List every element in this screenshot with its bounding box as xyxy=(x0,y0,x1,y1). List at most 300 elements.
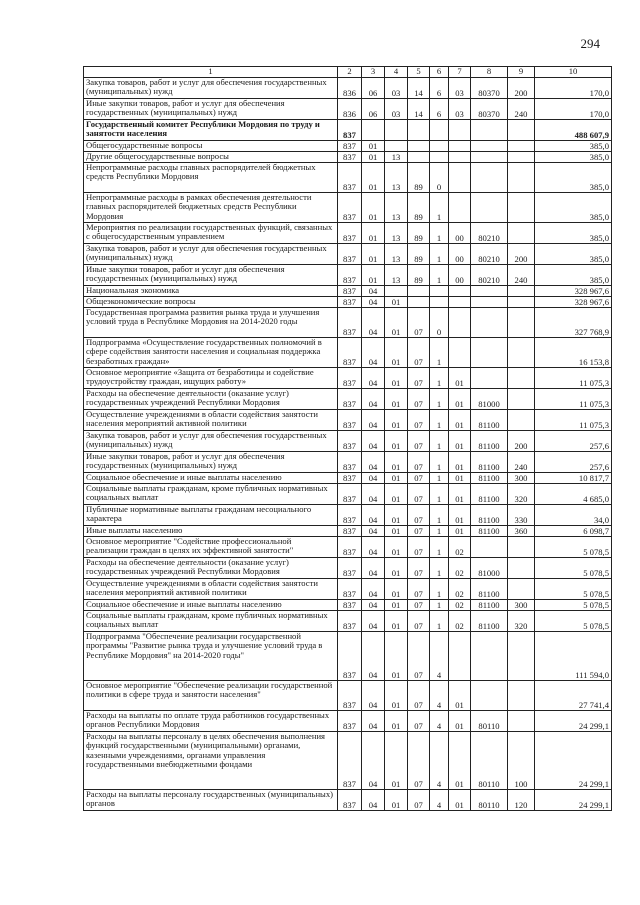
header-cell: 8 xyxy=(471,67,508,78)
code-cell: 837 xyxy=(338,141,362,152)
code-cell: 836 xyxy=(338,78,362,99)
code-cell: 837 xyxy=(338,368,362,389)
amount-cell: 5 078,5 xyxy=(535,558,612,579)
code-cell: 01 xyxy=(385,681,408,711)
code-cell xyxy=(408,286,430,297)
code-cell: 1 xyxy=(430,338,449,368)
code-cell: 0 xyxy=(430,308,449,338)
code-cell: 837 xyxy=(338,711,362,732)
code-cell: 07 xyxy=(408,452,430,473)
code-cell: 01 xyxy=(362,141,385,152)
row-name: Закупка товаров, работ и услуг для обеспечения государственных (муниципальных) нужд xyxy=(84,431,338,452)
code-cell: 80370 xyxy=(471,99,508,120)
row-name: Осуществление учреждениями в области содействия занятости населения мероприятий активной политики xyxy=(84,579,338,600)
code-cell xyxy=(408,141,430,152)
code-cell: 04 xyxy=(362,452,385,473)
code-cell: 837 xyxy=(338,244,362,265)
code-cell: 837 xyxy=(338,389,362,410)
code-cell: 837 xyxy=(338,526,362,537)
code-cell xyxy=(449,193,471,223)
amount-cell: 5 078,5 xyxy=(535,537,612,558)
code-cell: 04 xyxy=(362,368,385,389)
code-cell: 04 xyxy=(362,410,385,431)
code-cell: 837 xyxy=(338,732,362,790)
code-cell: 07 xyxy=(408,711,430,732)
code-cell xyxy=(430,286,449,297)
amount-cell: 488 607,9 xyxy=(535,120,612,141)
code-cell: 01 xyxy=(449,484,471,505)
table-header-row xyxy=(84,67,612,78)
amount-cell: 385,0 xyxy=(535,244,612,265)
code-cell xyxy=(449,141,471,152)
code-cell xyxy=(508,297,535,308)
code-cell xyxy=(471,297,508,308)
table-row xyxy=(84,505,612,526)
code-cell: 80110 xyxy=(471,732,508,790)
code-cell xyxy=(508,368,535,389)
code-cell: 837 xyxy=(338,558,362,579)
code-cell: 1 xyxy=(430,389,449,410)
amount-cell: 24 299,1 xyxy=(535,711,612,732)
code-cell xyxy=(471,120,508,141)
code-cell: 01 xyxy=(385,711,408,732)
table-row xyxy=(84,78,612,99)
code-cell xyxy=(508,308,535,338)
code-cell: 01 xyxy=(449,368,471,389)
code-cell: 6 xyxy=(430,99,449,120)
amount-cell: 16 153,8 xyxy=(535,338,612,368)
code-cell xyxy=(430,120,449,141)
code-cell: 837 xyxy=(338,163,362,193)
code-cell: 07 xyxy=(408,526,430,537)
code-cell: 837 xyxy=(338,308,362,338)
code-cell: 837 xyxy=(338,297,362,308)
amount-cell: 5 078,5 xyxy=(535,600,612,611)
table-body xyxy=(84,78,612,811)
code-cell xyxy=(508,193,535,223)
code-cell xyxy=(471,308,508,338)
code-cell: 1 xyxy=(430,193,449,223)
code-cell: 07 xyxy=(408,537,430,558)
code-cell: 837 xyxy=(338,338,362,368)
code-cell: 01 xyxy=(449,681,471,711)
code-cell: 04 xyxy=(362,338,385,368)
code-cell: 837 xyxy=(338,193,362,223)
code-cell: 04 xyxy=(362,711,385,732)
code-cell: 4 xyxy=(430,790,449,811)
code-cell xyxy=(508,141,535,152)
code-cell: 02 xyxy=(449,558,471,579)
code-cell: 01 xyxy=(385,389,408,410)
amount-cell: 385,0 xyxy=(535,193,612,223)
row-name: Непрограммные расходы в рамках обеспечения деятельности главных распорядителей бюджетных средств Республики Мордовия xyxy=(84,193,338,223)
code-cell xyxy=(408,297,430,308)
code-cell: 01 xyxy=(385,308,408,338)
amount-cell: 257,6 xyxy=(535,431,612,452)
code-cell: 07 xyxy=(408,473,430,484)
code-cell: 03 xyxy=(385,99,408,120)
table-row xyxy=(84,711,612,732)
code-cell: 06 xyxy=(362,99,385,120)
code-cell xyxy=(408,152,430,163)
code-cell: 01 xyxy=(385,790,408,811)
code-cell: 07 xyxy=(408,368,430,389)
code-cell: 01 xyxy=(449,452,471,473)
code-cell xyxy=(449,152,471,163)
header-cell: 7 xyxy=(449,67,471,78)
code-cell: 81000 xyxy=(471,558,508,579)
code-cell: 01 xyxy=(385,526,408,537)
code-cell: 80210 xyxy=(471,244,508,265)
code-cell xyxy=(508,410,535,431)
code-cell: 07 xyxy=(408,600,430,611)
code-cell: 07 xyxy=(408,790,430,811)
row-name: Иные закупки товаров, работ и услуг для обеспечения государственных (муниципальных) нужд xyxy=(84,265,338,286)
code-cell: 07 xyxy=(408,389,430,410)
code-cell: 360 xyxy=(508,526,535,537)
table-row xyxy=(84,223,612,244)
amount-cell: 385,0 xyxy=(535,141,612,152)
code-cell: 81100 xyxy=(471,600,508,611)
code-cell xyxy=(471,338,508,368)
code-cell: 1 xyxy=(430,244,449,265)
code-cell: 837 xyxy=(338,484,362,505)
amount-cell: 24 299,1 xyxy=(535,790,612,811)
code-cell: 837 xyxy=(338,152,362,163)
amount-cell: 10 817,7 xyxy=(535,473,612,484)
code-cell xyxy=(508,711,535,732)
code-cell: 07 xyxy=(408,484,430,505)
code-cell: 01 xyxy=(362,265,385,286)
code-cell: 13 xyxy=(385,193,408,223)
code-cell: 89 xyxy=(408,193,430,223)
code-cell: 04 xyxy=(362,431,385,452)
row-name: Иные выплаты населению xyxy=(84,526,338,537)
code-cell: 1 xyxy=(430,526,449,537)
code-cell: 80210 xyxy=(471,265,508,286)
table-row xyxy=(84,193,612,223)
code-cell: 837 xyxy=(338,790,362,811)
code-cell: 04 xyxy=(362,732,385,790)
row-name: Государственная программа развития рынка труда и улучшения условий труда в Республике Мордовия на 2014-2020 годы xyxy=(84,308,338,338)
code-cell xyxy=(508,579,535,600)
row-name: Расходы на выплаты персоналу государственных (муниципальных) органов xyxy=(84,790,338,811)
code-cell: 837 xyxy=(338,681,362,711)
code-cell xyxy=(508,163,535,193)
header-cell: 2 xyxy=(338,67,362,78)
code-cell: 1 xyxy=(430,223,449,244)
code-cell xyxy=(471,141,508,152)
code-cell: 01 xyxy=(385,558,408,579)
code-cell xyxy=(449,163,471,193)
code-cell xyxy=(449,338,471,368)
code-cell: 07 xyxy=(408,579,430,600)
table-row xyxy=(84,141,612,152)
code-cell: 04 xyxy=(362,286,385,297)
amount-cell: 170,0 xyxy=(535,99,612,120)
table-row xyxy=(84,338,612,368)
code-cell: 01 xyxy=(385,410,408,431)
table-row xyxy=(84,286,612,297)
code-cell: 07 xyxy=(408,505,430,526)
code-cell: 1 xyxy=(430,410,449,431)
amount-cell: 111 594,0 xyxy=(535,632,612,681)
code-cell: 837 xyxy=(338,579,362,600)
code-cell: 81100 xyxy=(471,505,508,526)
code-cell xyxy=(471,163,508,193)
code-cell: 04 xyxy=(362,632,385,681)
table-row xyxy=(84,579,612,600)
code-cell: 81100 xyxy=(471,452,508,473)
code-cell xyxy=(385,286,408,297)
code-cell: 04 xyxy=(362,505,385,526)
code-cell xyxy=(471,681,508,711)
header-cell: 6 xyxy=(430,67,449,78)
code-cell: 01 xyxy=(385,732,408,790)
row-name: Публичные нормативные выплаты гражданам несоциального характера xyxy=(84,505,338,526)
code-cell: 14 xyxy=(408,78,430,99)
code-cell: 04 xyxy=(362,600,385,611)
code-cell: 01 xyxy=(362,152,385,163)
code-cell: 01 xyxy=(385,611,408,632)
code-cell: 300 xyxy=(508,473,535,484)
code-cell: 01 xyxy=(362,244,385,265)
amount-cell: 4 685,0 xyxy=(535,484,612,505)
code-cell: 81100 xyxy=(471,579,508,600)
row-name: Подпрограмма "Обеспечение реализации государственной программы "Развитие рынка труда и улучшение условий труда в Республике Мордовия" на 2014-2020 годы" xyxy=(84,632,338,681)
code-cell: 00 xyxy=(449,223,471,244)
code-cell: 04 xyxy=(362,297,385,308)
code-cell xyxy=(471,152,508,163)
code-cell: 07 xyxy=(408,410,430,431)
code-cell: 01 xyxy=(385,579,408,600)
code-cell: 1 xyxy=(430,265,449,286)
header-cell: 1 xyxy=(84,67,338,78)
code-cell: 04 xyxy=(362,484,385,505)
code-cell xyxy=(471,537,508,558)
row-name: Основное мероприятие «Защита от безработицы и содействие трудоустройству граждан, ищущих работу» xyxy=(84,368,338,389)
code-cell: 200 xyxy=(508,244,535,265)
row-name: Государственный комитет Республики Мордовия по труду и занятости населения xyxy=(84,120,338,141)
code-cell xyxy=(508,338,535,368)
code-cell: 04 xyxy=(362,579,385,600)
table-row xyxy=(84,368,612,389)
code-cell: 01 xyxy=(385,473,408,484)
table-row xyxy=(84,537,612,558)
code-cell: 80110 xyxy=(471,790,508,811)
code-cell xyxy=(471,368,508,389)
amount-cell: 170,0 xyxy=(535,78,612,99)
amount-cell: 385,0 xyxy=(535,152,612,163)
code-cell: 837 xyxy=(338,286,362,297)
table-row xyxy=(84,600,612,611)
amount-cell: 385,0 xyxy=(535,265,612,286)
code-cell: 120 xyxy=(508,790,535,811)
table-row xyxy=(84,681,612,711)
code-cell: 837 xyxy=(338,505,362,526)
code-cell: 837 xyxy=(338,410,362,431)
header-cell: 5 xyxy=(408,67,430,78)
code-cell xyxy=(385,141,408,152)
code-cell: 81100 xyxy=(471,611,508,632)
code-cell: 89 xyxy=(408,163,430,193)
code-cell: 837 xyxy=(338,431,362,452)
table-row xyxy=(84,732,612,790)
code-cell: 837 xyxy=(338,120,362,141)
code-cell: 01 xyxy=(385,338,408,368)
code-cell: 03 xyxy=(449,99,471,120)
row-name: Мероприятия по реализации государственных функций, связанных с общегосударственным управлением xyxy=(84,223,338,244)
code-cell: 836 xyxy=(338,99,362,120)
code-cell: 04 xyxy=(362,681,385,711)
code-cell: 320 xyxy=(508,611,535,632)
code-cell: 04 xyxy=(362,473,385,484)
code-cell: 1 xyxy=(430,600,449,611)
row-name: Социальное обеспечение и иные выплаты населению xyxy=(84,600,338,611)
row-name: Социальное обеспечение и иные выплаты населению xyxy=(84,473,338,484)
code-cell xyxy=(508,558,535,579)
table-row xyxy=(84,484,612,505)
table-row xyxy=(84,790,612,811)
row-name: Подпрограмма «Осуществление государственных полномочий в сфере содействия занятости населения и социальная поддержка безработных граждан» xyxy=(84,338,338,368)
table-row xyxy=(84,452,612,473)
code-cell xyxy=(508,120,535,141)
code-cell xyxy=(508,152,535,163)
amount-cell: 5 078,5 xyxy=(535,611,612,632)
code-cell: 330 xyxy=(508,505,535,526)
amount-cell: 27 741,4 xyxy=(535,681,612,711)
table-row xyxy=(84,410,612,431)
code-cell: 02 xyxy=(449,537,471,558)
code-cell: 07 xyxy=(408,681,430,711)
code-cell: 4 xyxy=(430,732,449,790)
code-cell: 03 xyxy=(449,78,471,99)
code-cell: 837 xyxy=(338,632,362,681)
table-row xyxy=(84,163,612,193)
code-cell: 200 xyxy=(508,431,535,452)
row-name: Общегосударственные вопросы xyxy=(84,141,338,152)
code-cell: 13 xyxy=(385,223,408,244)
row-name: Расходы на выплаты персоналу в целях обеспечения выполнения функций государственными (муниципальными) органами, казенными учреждениями, органами управления государственными внебюджетными фондами xyxy=(84,732,338,790)
code-cell: 01 xyxy=(449,732,471,790)
code-cell xyxy=(508,389,535,410)
code-cell: 07 xyxy=(408,632,430,681)
code-cell: 04 xyxy=(362,537,385,558)
code-cell: 89 xyxy=(408,223,430,244)
table-row xyxy=(84,265,612,286)
header-cell: 4 xyxy=(385,67,408,78)
code-cell: 1 xyxy=(430,611,449,632)
code-cell: 81100 xyxy=(471,431,508,452)
amount-cell: 11 075,3 xyxy=(535,410,612,431)
code-cell: 07 xyxy=(408,732,430,790)
table-row xyxy=(84,99,612,120)
code-cell xyxy=(430,141,449,152)
code-cell: 1 xyxy=(430,484,449,505)
row-name: Основное мероприятие "Содействие профессиональной реализации граждан в целях их эффективной занятости" xyxy=(84,537,338,558)
code-cell xyxy=(471,632,508,681)
code-cell: 01 xyxy=(362,193,385,223)
code-cell: 01 xyxy=(385,431,408,452)
code-cell xyxy=(449,308,471,338)
table-row xyxy=(84,120,612,141)
code-cell xyxy=(508,681,535,711)
amount-cell: 385,0 xyxy=(535,223,612,244)
code-cell xyxy=(362,120,385,141)
table-row xyxy=(84,611,612,632)
code-cell: 01 xyxy=(449,790,471,811)
header-cell: 9 xyxy=(508,67,535,78)
code-cell: 6 xyxy=(430,78,449,99)
code-cell: 01 xyxy=(385,452,408,473)
row-name: Социальные выплаты гражданам, кроме публичных нормативных социальных выплат xyxy=(84,611,338,632)
code-cell: 4 xyxy=(430,632,449,681)
table-row xyxy=(84,632,612,681)
table-row xyxy=(84,152,612,163)
code-cell: 07 xyxy=(408,611,430,632)
code-cell xyxy=(449,297,471,308)
code-cell: 13 xyxy=(385,163,408,193)
code-cell: 100 xyxy=(508,732,535,790)
row-name: Общеэкономические вопросы xyxy=(84,297,338,308)
code-cell: 1 xyxy=(430,431,449,452)
code-cell: 837 xyxy=(338,265,362,286)
code-cell: 01 xyxy=(385,368,408,389)
code-cell: 01 xyxy=(385,537,408,558)
code-cell: 01 xyxy=(449,526,471,537)
row-name: Основное мероприятие "Обеспечение реализации государственной политики в сфере труда и занятости населения" xyxy=(84,681,338,711)
code-cell: 89 xyxy=(408,265,430,286)
amount-cell: 327 768,9 xyxy=(535,308,612,338)
code-cell: 02 xyxy=(449,611,471,632)
code-cell xyxy=(430,152,449,163)
code-cell: 00 xyxy=(449,265,471,286)
code-cell: 80370 xyxy=(471,78,508,99)
table-row xyxy=(84,308,612,338)
code-cell: 837 xyxy=(338,611,362,632)
code-cell xyxy=(471,286,508,297)
code-cell: 240 xyxy=(508,99,535,120)
row-name: Расходы на выплаты по оплате труда работников государственных органов Республики Мордовия xyxy=(84,711,338,732)
code-cell: 04 xyxy=(362,558,385,579)
code-cell: 07 xyxy=(408,558,430,579)
code-cell: 14 xyxy=(408,99,430,120)
code-cell: 80110 xyxy=(471,711,508,732)
code-cell: 07 xyxy=(408,338,430,368)
code-cell: 80210 xyxy=(471,223,508,244)
amount-cell: 24 299,1 xyxy=(535,732,612,790)
code-cell: 1 xyxy=(430,537,449,558)
amount-cell: 257,6 xyxy=(535,452,612,473)
code-cell: 1 xyxy=(430,473,449,484)
row-name: Закупка товаров, работ и услуг для обеспечения государственных (муниципальных) нужд xyxy=(84,78,338,99)
code-cell: 1 xyxy=(430,505,449,526)
code-cell: 04 xyxy=(362,308,385,338)
code-cell: 4 xyxy=(430,711,449,732)
code-cell: 13 xyxy=(385,265,408,286)
code-cell: 81100 xyxy=(471,473,508,484)
code-cell: 13 xyxy=(385,152,408,163)
code-cell: 240 xyxy=(508,265,535,286)
code-cell xyxy=(408,120,430,141)
code-cell: 320 xyxy=(508,484,535,505)
row-name: Иные закупки товаров, работ и услуг для обеспечения государственных (муниципальных) нужд xyxy=(84,452,338,473)
code-cell: 06 xyxy=(362,78,385,99)
code-cell: 01 xyxy=(449,505,471,526)
code-cell: 01 xyxy=(449,410,471,431)
code-cell: 01 xyxy=(449,473,471,484)
code-cell: 01 xyxy=(449,431,471,452)
